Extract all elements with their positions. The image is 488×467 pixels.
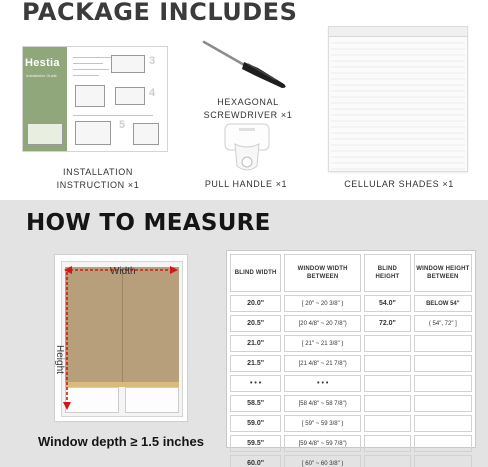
table-row: 59.0" [ 59" ~ 59 3/8" ) — [230, 415, 472, 432]
window-depth-note: Window depth ≥ 1.5 inches — [38, 434, 204, 449]
table-row: 20.5" [20 4/8" ~ 20 7/8") 72.0" ( 54", 72" ] — [230, 315, 472, 332]
manual-step-number: 4 — [149, 87, 156, 99]
manual-brand: Hestia — [25, 57, 60, 69]
table-row: 21.5" [21 4/8" ~ 21 7/8") — [230, 355, 472, 372]
screwdriver-icon — [198, 38, 294, 90]
table-row: 21.0" [ 21" ~ 21 3/8" ) — [230, 335, 472, 352]
header-window-height-between: WINDOW HEIGHT BETWEEN — [414, 254, 472, 292]
width-label: Width — [110, 266, 136, 277]
size-table — [226, 250, 476, 467]
manual-subtitle: Installation Guide — [26, 73, 57, 78]
header-blind-height: BLIND HEIGHT — [364, 254, 411, 292]
caption-hexagonal-screwdriver: HEXAGONAL SCREWDRIVER ×1 — [203, 97, 293, 120]
caption-pull-handle: PULL HANDLE ×1 — [204, 179, 288, 189]
measure-title: HOW TO MEASURE — [26, 210, 271, 236]
manual-step-number: 3 — [149, 55, 156, 67]
table-header-row — [230, 254, 472, 292]
caption-cellular-shades: CELLULAR SHADES ×1 — [344, 179, 454, 189]
table-row: • • • • • • — [230, 375, 472, 392]
measure-arrows — [54, 254, 188, 422]
package-section — [0, 0, 488, 200]
table-row: 20.0" [ 20" ~ 20 3/8" ) 54.0" BELOW 54" — [230, 295, 472, 312]
table-row: 59.5" [59 4/8" ~ 59 7/8") — [230, 435, 472, 452]
pull-handle-icon — [223, 122, 271, 174]
table-row: 58.5" [58 4/8" ~ 58 7/8") — [230, 395, 472, 412]
table-row: 60.0" [ 60" ~ 60 3/8" ) — [230, 455, 472, 467]
height-label: Height — [54, 345, 65, 374]
package-title: PACKAGE INCLUDES — [22, 0, 298, 26]
header-blind-width: BLIND WIDTH — [230, 254, 281, 292]
header-window-width-between: WINDOW WIDTH BETWEEN — [284, 254, 361, 292]
caption-installation-instruction: INSTALLATION INSTRUCTION ×1 — [56, 167, 140, 190]
cellular-shade-image — [328, 26, 468, 172]
instruction-manual-image — [22, 46, 168, 152]
manual-step-number: 5 — [119, 119, 126, 131]
